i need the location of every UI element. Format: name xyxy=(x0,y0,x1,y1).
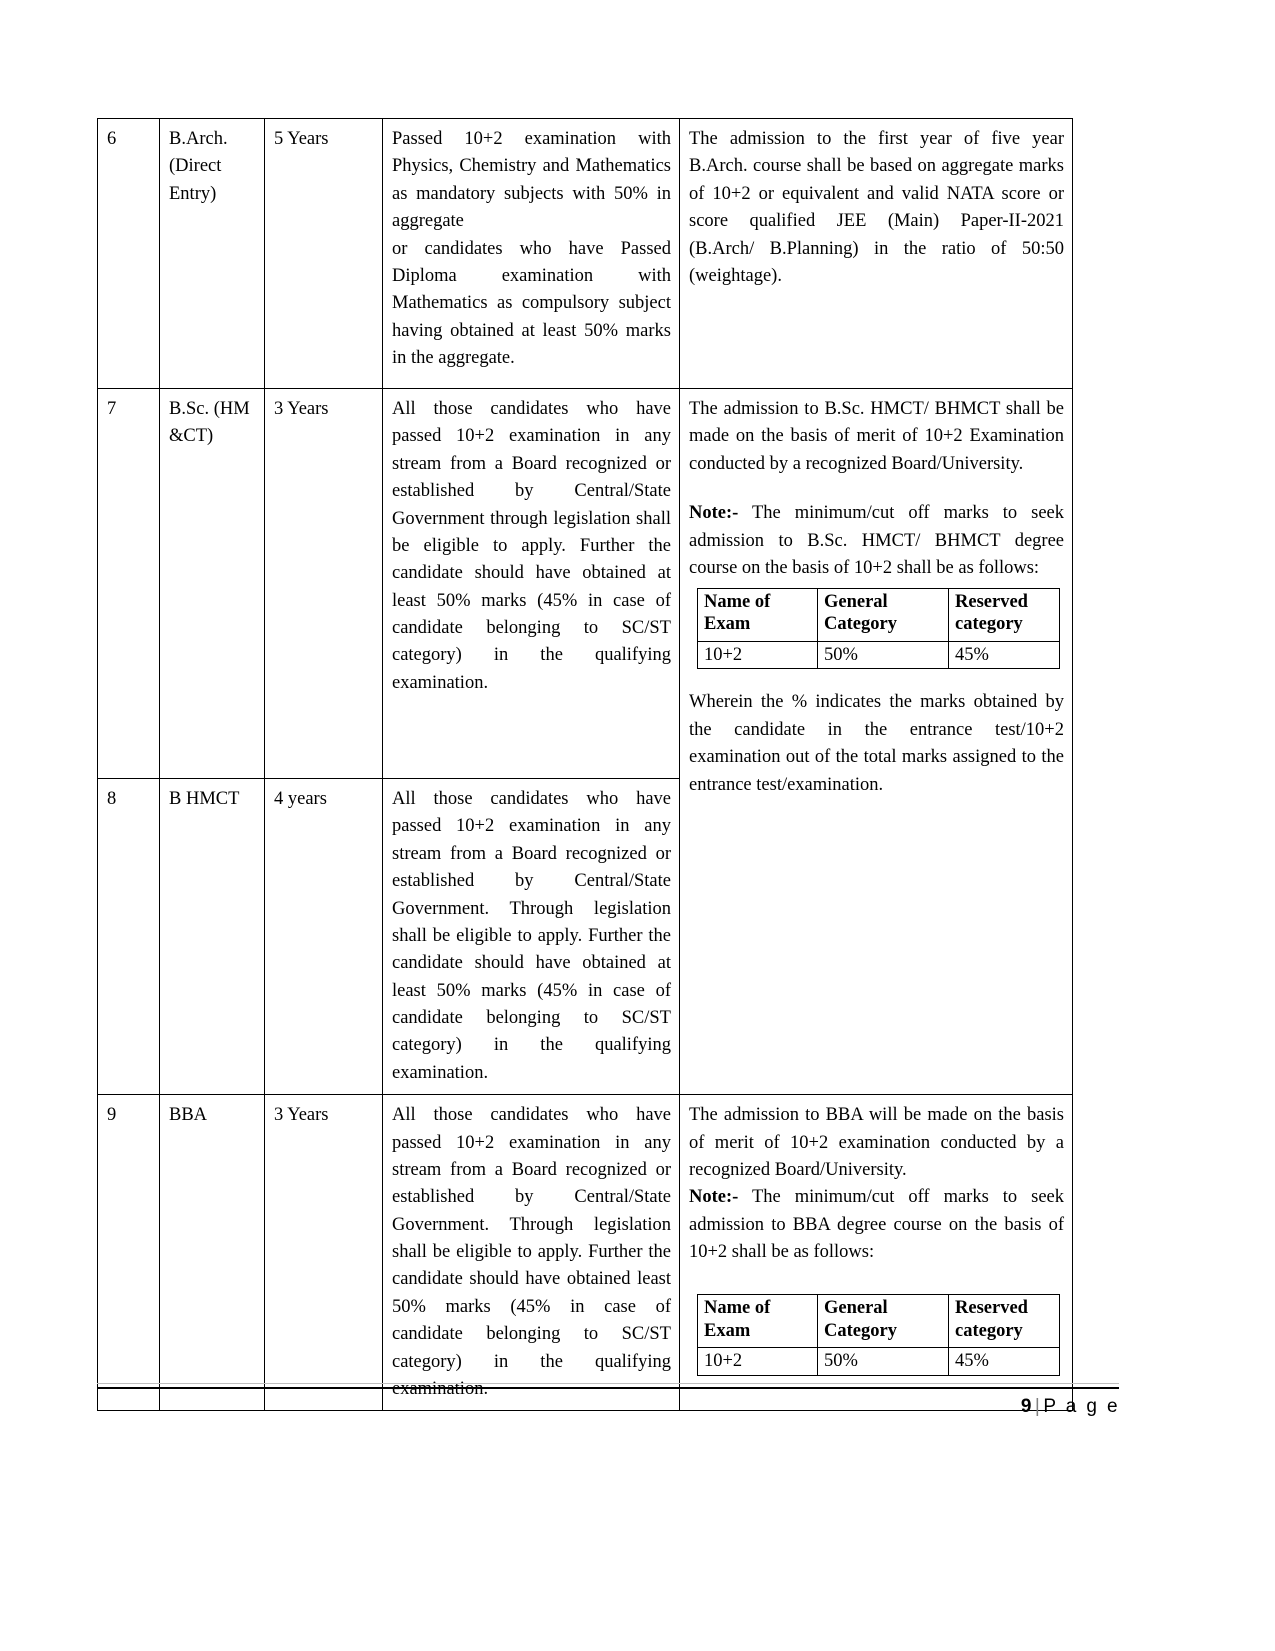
table-header-row xyxy=(698,1295,1060,1348)
cell-serial-number: 7 xyxy=(98,389,160,779)
cell-reserved-cutoff: 45% xyxy=(949,1348,1060,1375)
cell-exam-name: 10+2 xyxy=(698,642,818,669)
column-header-name-of-exam: Name of Exam xyxy=(698,1295,818,1348)
cell-course-name: B.Sc. (HM &CT) xyxy=(160,389,265,779)
footer-divider-light xyxy=(97,1383,1119,1384)
admission-paragraph: The admission to the first year of five year B.Arch. course shall be based on aggregate marks of 10+2 or equivalent and valid NATA score or score qualified JEE (Main) Paper-II-2021 (B.Arch/ B.Planning) in the ratio of 50:50 (weightage). xyxy=(689,129,1064,286)
spacer xyxy=(689,1266,1064,1288)
table-row xyxy=(98,1095,1073,1411)
cell-serial-number: 8 xyxy=(98,779,160,1095)
admission-note xyxy=(689,500,1064,582)
table-row xyxy=(698,642,1060,669)
cell-general-cutoff: 50% xyxy=(818,1348,949,1375)
eligibility-table xyxy=(97,118,1073,1411)
admission-footnote: Wherein the % indicates the marks obtained by the candidate in the entrance test/10+2 examination out of the total marks assigned to the entrance test/examination. xyxy=(689,692,1064,795)
eligibility-paragraph: All those candidates who have passed 10+2 examination in any stream from a Board recognized or established by Central/State Government. Through legislation shall be eligible to apply. Further the candidate should have obtained least 50% marks (45% in case of candidate belonging to SC/ST category) in the qualifying examination. xyxy=(392,1105,671,1399)
cell-eligibility xyxy=(383,779,680,1095)
cell-serial-number: 9 xyxy=(98,1095,160,1411)
note-text: The minimum/cut off marks to seek admission to BBA degree course on the basis of 10+2 shall be as follows: xyxy=(689,1187,1064,1262)
table-row xyxy=(98,119,1073,389)
cell-course-name: BBA xyxy=(160,1095,265,1411)
cell-eligibility xyxy=(383,119,680,389)
admission-note xyxy=(689,1184,1064,1266)
cell-exam-name: 10+2 xyxy=(698,1348,818,1375)
table-row xyxy=(98,389,1073,779)
cell-reserved-cutoff: 45% xyxy=(949,642,1060,669)
footer-separator: | xyxy=(1034,1396,1041,1417)
cell-admission xyxy=(680,389,1073,1095)
footer-divider xyxy=(97,1387,1119,1389)
cell-duration: 4 years xyxy=(265,779,383,1095)
eligibility-paragraph: All those candidates who have passed 10+2 examination in any stream from a Board recognized or established by Central/State Government through legislation shall be eligible to apply. Further the candidate should have obtained at least 50% marks (45% in case of candidate belonging to SC/ST category) in the qualifying examination. xyxy=(392,399,671,693)
cell-course-name: B HMCT xyxy=(160,779,265,1095)
cell-eligibility xyxy=(383,1095,680,1411)
eligibility-paragraph: All those candidates who have passed 10+2 examination in any stream from a Board recognized or established by Central/State Government. Through legislation shall be eligible to apply. Further the candidate should have obtained at least 50% marks (45% in case of candidate belonging to SC/ST category) in the qualifying examination. xyxy=(392,789,671,1083)
eligibility-paragraph-2: or candidates who have Passed Diploma examination with Mathematics as compulsory subject having obtained at least 50% marks in the aggregate. xyxy=(392,238,671,368)
footer-page-label: P a g e xyxy=(1043,1396,1120,1417)
cell-duration: 5 Years xyxy=(265,119,383,389)
cell-course-name: B.Arch. (Direct Entry) xyxy=(160,119,265,389)
spacer xyxy=(689,675,1064,689)
column-header-reserved-category: Reserved category xyxy=(949,1295,1060,1348)
note-label: Note:- xyxy=(689,1187,739,1208)
cell-admission xyxy=(680,1095,1073,1411)
column-header-general-category: General Category xyxy=(818,1295,949,1348)
column-header-name-of-exam: Name of Exam xyxy=(698,589,818,642)
footer-page-number: 9 xyxy=(1020,1396,1032,1417)
column-header-general-category: General Category xyxy=(818,589,949,642)
spacer xyxy=(689,478,1064,500)
admission-paragraph: The admission to B.Sc. HMCT/ BHMCT shall be made on the basis of merit of 10+2 Examination conducted by a recognized Board/University. xyxy=(689,399,1064,474)
cell-duration: 3 Years xyxy=(265,389,383,779)
note-label: Note:- xyxy=(689,503,739,524)
cutoff-marks-table xyxy=(697,588,1060,669)
admission-paragraph: The admission to BBA will be made on the basis of merit of 10+2 examination conducted by a recognized Board/University. xyxy=(689,1105,1064,1180)
column-header-reserved-category: Reserved category xyxy=(949,589,1060,642)
eligibility-paragraph-1: Passed 10+2 examination with Physics, Chemistry and Mathematics as mandatory subjects with 50% in aggregate xyxy=(392,129,671,232)
table-header-row xyxy=(698,589,1060,642)
table-row xyxy=(698,1348,1060,1375)
cutoff-marks-table xyxy=(697,1294,1060,1375)
cell-serial-number: 6 xyxy=(98,119,160,389)
note-text: The minimum/cut off marks to seek admission to B.Sc. HMCT/ BHMCT degree course on the basis of 10+2 shall be as follows: xyxy=(689,503,1064,578)
page-footer xyxy=(1021,1396,1120,1418)
cell-general-cutoff: 50% xyxy=(818,642,949,669)
cell-eligibility xyxy=(383,389,680,779)
cell-duration: 3 Years xyxy=(265,1095,383,1411)
cell-admission xyxy=(680,119,1073,389)
